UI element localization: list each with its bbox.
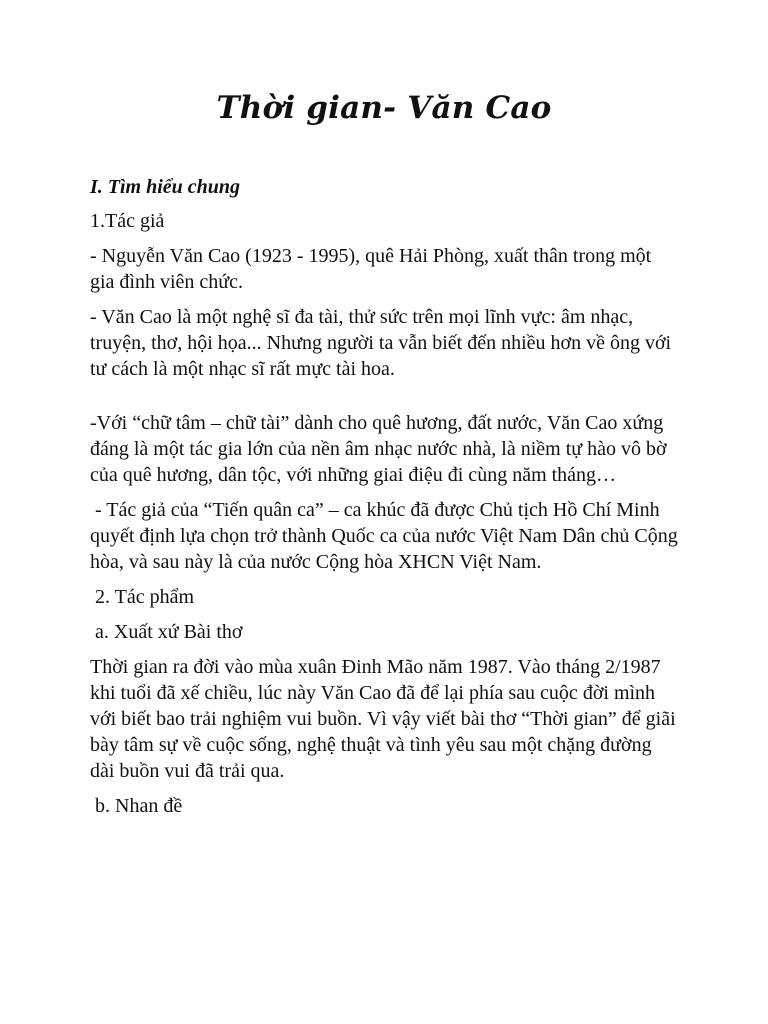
paragraph-author-talent: - Văn Cao là một nghệ sĩ đa tài, thử sức trên mọi lĩnh vực: âm nhạc, truyện, thơ, hội họa... Nhưng người ta vẫn biết đến nhiều hơn về ông với tư cách là một nhạc sĩ rất mực tài hoa.	[90, 306, 672, 380]
paragraph-author-origin: - Nguyễn Văn Cao (1923 - 1995), quê Hải Phòng, xuất thân trong một gia đình viên chức.	[90, 245, 652, 293]
paragraph-author-legacy: -Với “chữ tâm – chữ tài” dành cho quê hương, đất nước, Văn Cao xứng đáng là một tác gia lớn của nền âm nhạc nước nhà, là niềm tự hào vô bờ của quê hương, dân tộc, với những giai điệu đi cùng năm tháng…	[90, 412, 667, 486]
subheading-author: 1.Tác giả	[90, 210, 165, 232]
subheading-origin: a. Xuất xứ Bài thơ	[90, 621, 243, 643]
document-body	[90, 174, 683, 828]
document-title: Thời gian- Văn Cao	[216, 90, 552, 126]
subheading-title-meaning: b. Nhan đề	[90, 795, 183, 817]
paragraph-national-anthem: - Tác giả của “Tiến quân ca” – ca khúc đã được Chủ tịch Hồ Chí Minh quyết định lựa chọn trở thành Quốc ca của nước Việt Nam Dân chủ Cộng hòa, và sau này là của nước Cộng hòa XHCN Việt Nam.	[90, 499, 683, 573]
paragraph-origin: Thời gian ra đời vào mùa xuân Đinh Mão năm 1987. Vào tháng 2/1987 khi tuổi đã xế chiều, lúc này Văn Cao đã để lại phía sau cuộc đời mình với biết bao trải nghiệm vui buồn. Vì vậy viết bài thơ “Thời gian” để giãi bày tâm sự về cuộc sống, nghệ thuật và tình yêu sau một chặng đường dài buồn vui đã trải qua.	[90, 656, 676, 782]
section-heading: I. Tìm hiểu chung	[90, 176, 241, 198]
subheading-work: 2. Tác phẩm	[90, 586, 195, 608]
